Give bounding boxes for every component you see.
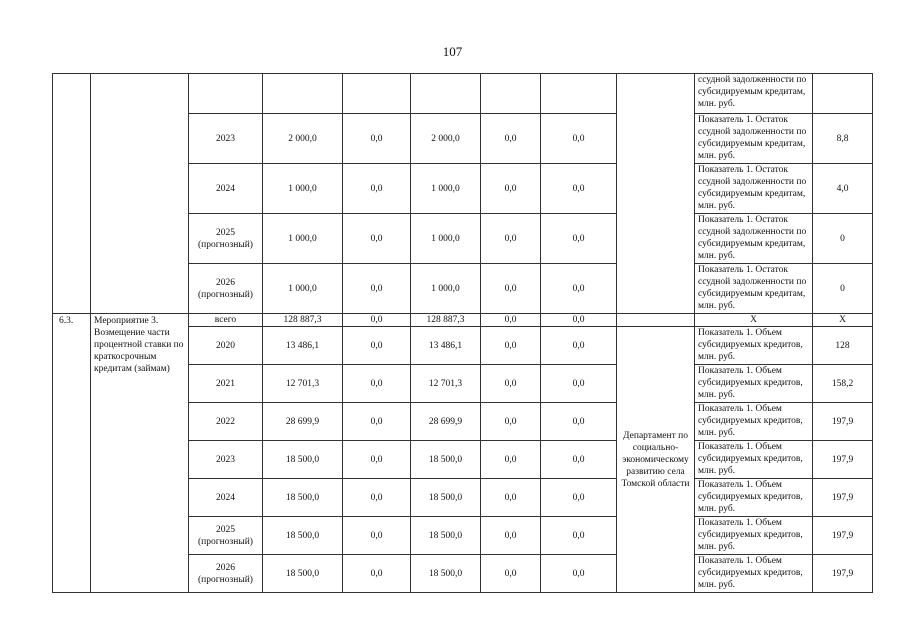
federal-cell bbox=[343, 74, 411, 114]
year-label: 2026 bbox=[216, 562, 235, 573]
federal-cell: 0,0 bbox=[343, 403, 411, 441]
year-cell: 2024 bbox=[189, 479, 263, 517]
year-note: (прогнозный) bbox=[198, 239, 253, 250]
municipal-cell: 0,0 bbox=[481, 403, 541, 441]
measure-number: 6.3. bbox=[53, 314, 91, 593]
regional-cell: 18 500,0 bbox=[411, 479, 481, 517]
municipal-cell: 0,0 bbox=[481, 114, 541, 164]
extra-budget-cell: 0,0 bbox=[541, 164, 617, 214]
regional-cell: 18 500,0 bbox=[411, 441, 481, 479]
municipal-cell: 0,0 bbox=[481, 264, 541, 314]
measure-name: Мероприятие 3. Возмещение части процентной ставки по краткосрочным кредитам (займам) bbox=[91, 314, 189, 593]
value-cell: X bbox=[813, 314, 873, 327]
program-table bbox=[52, 73, 873, 593]
regional-cell: 1 000,0 bbox=[411, 214, 481, 264]
total-cell: 18 500,0 bbox=[263, 441, 343, 479]
value-cell: 197,9 bbox=[813, 403, 873, 441]
regional-cell: 28 699,9 bbox=[411, 403, 481, 441]
indicator-cell: Показатель 1. Объем субсидируемых кредитов, млн. руб. bbox=[695, 365, 813, 403]
page-number: 107 bbox=[442, 44, 463, 59]
federal-cell: 0,0 bbox=[343, 164, 411, 214]
extra-budget-cell: 0,0 bbox=[541, 479, 617, 517]
indicator-cell: X bbox=[695, 314, 813, 327]
extra-budget-cell: 0,0 bbox=[541, 114, 617, 164]
municipal-cell: 0,0 bbox=[481, 327, 541, 365]
regional-cell: 2 000,0 bbox=[411, 114, 481, 164]
municipal-cell: 0,0 bbox=[481, 479, 541, 517]
regional-cell: 12 701,3 bbox=[411, 365, 481, 403]
year-cell: всего bbox=[189, 314, 263, 327]
regional-cell: 128 887,3 bbox=[411, 314, 481, 327]
year-cell bbox=[189, 74, 263, 114]
total-cell: 28 699,9 bbox=[263, 403, 343, 441]
year-cell bbox=[189, 517, 263, 555]
year-note: (прогнозный) bbox=[198, 536, 253, 547]
extra-budget-cell: 0,0 bbox=[541, 517, 617, 555]
number-cell-empty bbox=[53, 74, 91, 314]
federal-cell: 0,0 bbox=[343, 114, 411, 164]
total-cell: 12 701,3 bbox=[263, 365, 343, 403]
year-cell: 2023 bbox=[189, 441, 263, 479]
extra-budget-cell: 0,0 bbox=[541, 403, 617, 441]
total-cell bbox=[263, 74, 343, 114]
value-cell: 197,9 bbox=[813, 555, 873, 593]
federal-cell: 0,0 bbox=[343, 327, 411, 365]
regional-cell: 13 486,1 bbox=[411, 327, 481, 365]
municipal-cell: 0,0 bbox=[481, 214, 541, 264]
federal-cell: 0,0 bbox=[343, 264, 411, 314]
name-cell-empty bbox=[91, 74, 189, 314]
indicator-cell: Показатель 1. Объем субсидируемых кредитов, млн. руб. bbox=[695, 517, 813, 555]
year-cell: 2023 bbox=[189, 114, 263, 164]
indicator-cell: Показатель 1. Объем субсидируемых кредитов, млн. руб. bbox=[695, 441, 813, 479]
year-cell bbox=[189, 214, 263, 264]
value-cell bbox=[813, 74, 873, 114]
total-cell: 18 500,0 bbox=[263, 555, 343, 593]
value-cell: 158,2 bbox=[813, 365, 873, 403]
value-cell: 4,0 bbox=[813, 164, 873, 214]
extra-budget-cell: 0,0 bbox=[541, 264, 617, 314]
extra-budget-cell: 0,0 bbox=[541, 214, 617, 264]
value-cell: 8,8 bbox=[813, 114, 873, 164]
year-note: (прогнозный) bbox=[198, 574, 253, 585]
value-cell: 197,9 bbox=[813, 479, 873, 517]
table-row bbox=[53, 74, 873, 114]
total-cell: 2 000,0 bbox=[263, 114, 343, 164]
regional-cell: 1 000,0 bbox=[411, 164, 481, 214]
table-row-total bbox=[53, 314, 873, 327]
total-cell: 18 500,0 bbox=[263, 517, 343, 555]
total-cell: 1 000,0 bbox=[263, 264, 343, 314]
municipal-cell: 0,0 bbox=[481, 555, 541, 593]
federal-cell: 0,0 bbox=[343, 365, 411, 403]
value-cell: 0 bbox=[813, 264, 873, 314]
value-cell: 197,9 bbox=[813, 517, 873, 555]
municipal-cell: 0,0 bbox=[481, 517, 541, 555]
total-cell: 1 000,0 bbox=[263, 214, 343, 264]
year-cell: 2022 bbox=[189, 403, 263, 441]
department-cell-empty bbox=[617, 314, 695, 327]
indicator-cell: Показатель 1. Объем субсидируемых кредитов, млн. руб. bbox=[695, 403, 813, 441]
value-cell: 197,9 bbox=[813, 441, 873, 479]
federal-cell: 0,0 bbox=[343, 214, 411, 264]
extra-budget-cell: 0,0 bbox=[541, 314, 617, 327]
year-cell: 2020 bbox=[189, 327, 263, 365]
year-label: 2026 bbox=[216, 277, 235, 288]
extra-budget-cell: 0,0 bbox=[541, 327, 617, 365]
municipal-cell: 0,0 bbox=[481, 365, 541, 403]
total-cell: 18 500,0 bbox=[263, 479, 343, 517]
department-cell: Департамент по социально-экономическому развитию села Томской области bbox=[617, 327, 695, 593]
regional-cell: 18 500,0 bbox=[411, 555, 481, 593]
indicator-cell: Показатель 1. Остаток ссудной задолженности по субсидируемым кредитам, млн. руб. bbox=[695, 114, 813, 164]
federal-cell: 0,0 bbox=[343, 555, 411, 593]
extra-budget-cell: 0,0 bbox=[541, 555, 617, 593]
indicator-cell: ссудной задолженности по субсидируемым кредитам, млн. руб. bbox=[695, 74, 813, 114]
year-label: 2025 bbox=[216, 227, 235, 238]
year-cell: 2024 bbox=[189, 164, 263, 214]
indicator-cell: Показатель 1. Объем субсидируемых кредитов, млн. руб. bbox=[695, 327, 813, 365]
total-cell: 13 486,1 bbox=[263, 327, 343, 365]
indicator-cell: Показатель 1. Объем субсидируемых кредитов, млн. руб. bbox=[695, 479, 813, 517]
indicator-cell: Показатель 1. Остаток ссудной задолженности по субсидируемым кредитам, млн. руб. bbox=[695, 164, 813, 214]
total-cell: 128 887,3 bbox=[263, 314, 343, 327]
federal-cell: 0,0 bbox=[343, 441, 411, 479]
federal-cell: 0,0 bbox=[343, 314, 411, 327]
municipal-cell: 0,0 bbox=[481, 441, 541, 479]
year-cell bbox=[189, 555, 263, 593]
regional-cell: 18 500,0 bbox=[411, 517, 481, 555]
year-cell: 2021 bbox=[189, 365, 263, 403]
extra-budget-cell bbox=[541, 74, 617, 114]
department-cell-empty bbox=[617, 74, 695, 314]
municipal-cell bbox=[481, 74, 541, 114]
total-cell: 1 000,0 bbox=[263, 164, 343, 214]
value-cell: 128 bbox=[813, 327, 873, 365]
extra-budget-cell: 0,0 bbox=[541, 441, 617, 479]
year-cell bbox=[189, 264, 263, 314]
year-label: 2025 bbox=[216, 524, 235, 535]
extra-budget-cell: 0,0 bbox=[541, 365, 617, 403]
municipal-cell: 0,0 bbox=[481, 314, 541, 327]
indicator-cell: Показатель 1. Остаток ссудной задолженности по субсидируемым кредитам, млн. руб. bbox=[695, 264, 813, 314]
federal-cell: 0,0 bbox=[343, 479, 411, 517]
regional-cell: 1 000,0 bbox=[411, 264, 481, 314]
indicator-cell: Показатель 1. Объем субсидируемых кредитов, млн. руб. bbox=[695, 555, 813, 593]
municipal-cell: 0,0 bbox=[481, 164, 541, 214]
value-cell: 0 bbox=[813, 214, 873, 264]
indicator-cell: Показатель 1. Остаток ссудной задолженности по субсидируемым кредитам, млн. руб. bbox=[695, 214, 813, 264]
regional-cell bbox=[411, 74, 481, 114]
year-note: (прогнозный) bbox=[198, 289, 253, 300]
federal-cell: 0,0 bbox=[343, 517, 411, 555]
